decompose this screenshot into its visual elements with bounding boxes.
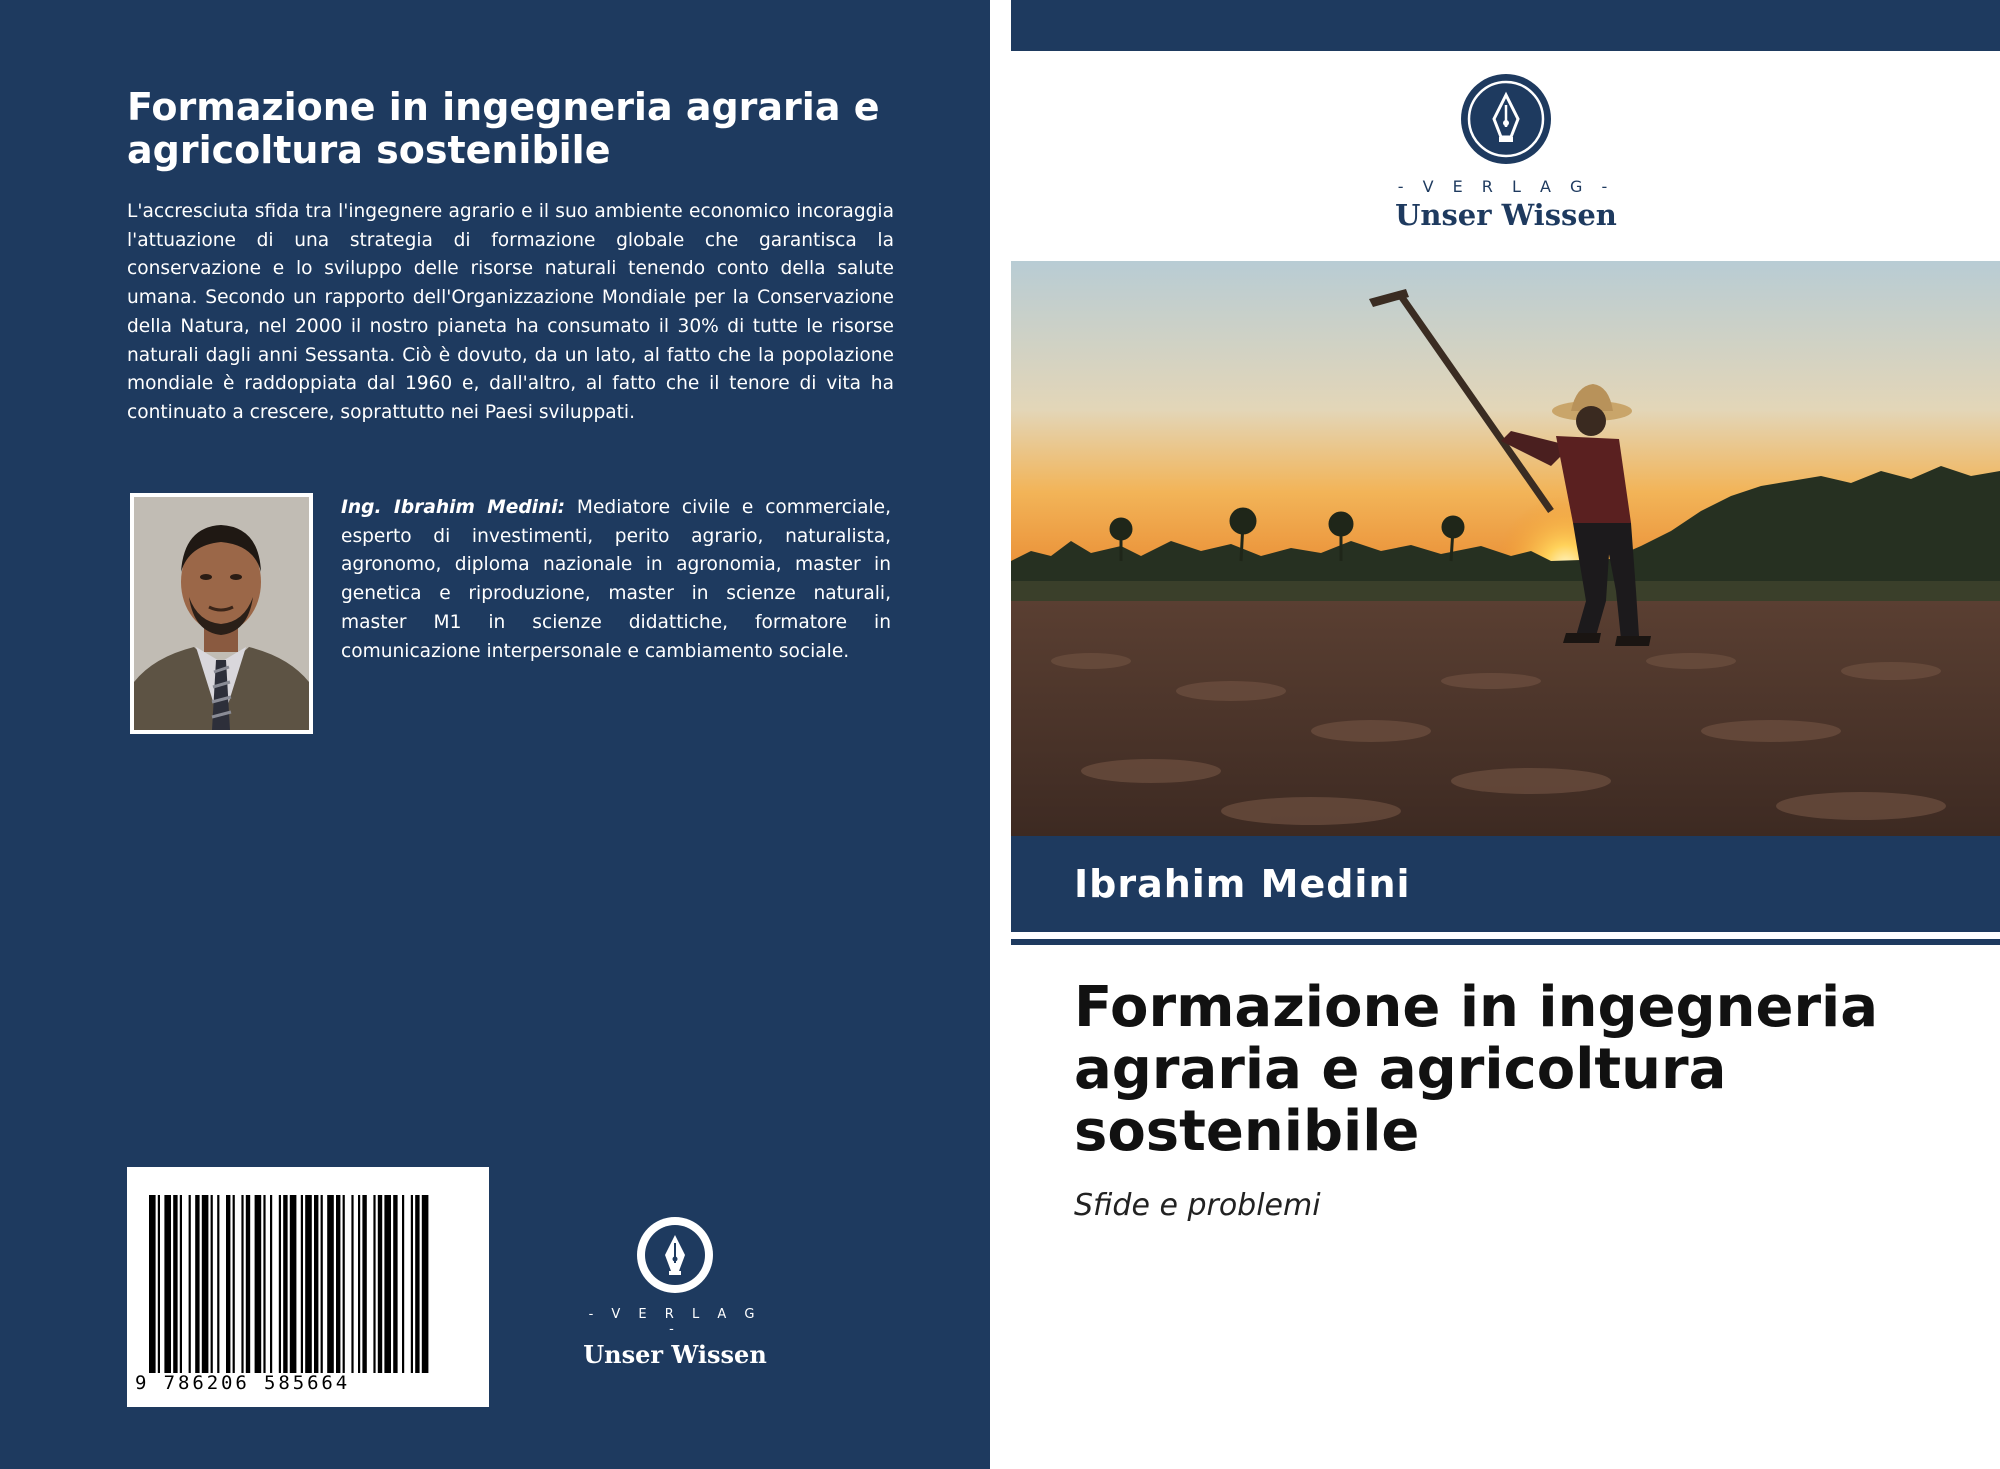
back-cover-title: Formazione in ingegneria agraria e agricoltura sostenibile	[127, 85, 880, 172]
back-publisher-verlag: - V E R L A G -	[588, 1307, 762, 1337]
author-bio-name: Ing. Ibrahim Medini:	[341, 497, 566, 518]
back-cover	[0, 0, 990, 1469]
back-cover-blurb: L'accresciuta sfida tra l'ingegnere agrario e il suo ambiente economico incoraggia l'attuazione di una strategia di formazione globale che garantisca la conservazione e lo sviluppo delle risorse naturali tenendo conto della salute umana. Secondo un rapporto dell'Organizzazione Mondiale per la Conservazione della Natura, nel 2000 il nostro pianeta ha consumato il 30% di tutte le risorse naturali dagli anni Sessanta. Ciò è dovuto, da un lato, al fatto che la popolazione mondiale è raddoppiata dal 1960 e, dall'altro, al fatto che il tenore di vita ha continuato a crescere, soprattutto nei Paesi sviluppati.	[127, 201, 894, 423]
author-band	[1011, 836, 2000, 932]
front-top-band	[1011, 0, 2000, 51]
fountain-pen-icon	[635, 1215, 715, 1295]
barcode-digits: 9 786206 585664	[135, 1372, 351, 1394]
front-cover	[1011, 0, 2000, 1469]
author-photo	[130, 493, 313, 734]
divider	[1011, 939, 2000, 945]
fountain-pen-icon	[1460, 73, 1552, 165]
front-publisher-name: Unser Wissen	[1395, 198, 1617, 232]
front-cover-subtitle: Sfide e problemi	[1074, 1188, 1321, 1223]
cover-photo	[1011, 261, 2000, 836]
author-name: Ibrahim Medini	[1074, 862, 1411, 906]
author-bio	[341, 494, 891, 666]
isbn-barcode	[127, 1167, 489, 1407]
front-publisher-logo	[1391, 73, 1621, 232]
author-bio-text: Mediatore civile e commerciale, esperto di investimenti, perito agrario, naturalista, agronomo, diploma nazionale in agronomia, master in genetica e riproduzione, master in scienze naturali, master M1 in scienze didattiche, formatore in comunicazione interpersonale e cambiamento sociale.	[341, 497, 891, 662]
front-cover-title: Formazione in ingegneria agraria e agricoltura sostenibile	[1074, 975, 1879, 1164]
front-publisher-verlag: - V E R L A G -	[1397, 177, 1615, 196]
barcode-bars	[127, 1167, 489, 1407]
back-publisher-logo	[580, 1215, 770, 1369]
back-publisher-name: Unser Wissen	[583, 1340, 767, 1369]
